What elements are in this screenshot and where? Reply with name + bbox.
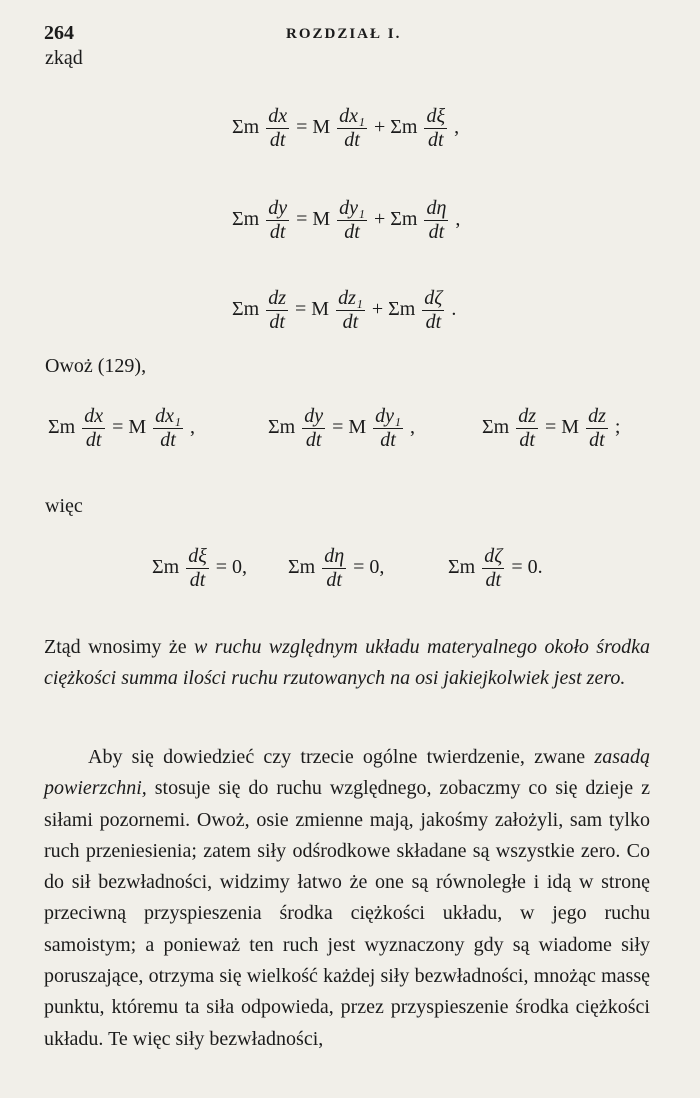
sigma-m: Σm [48, 416, 76, 439]
owoz-label: Owoż (129), [45, 355, 147, 377]
page-header [44, 22, 652, 50]
intro-word: zkąd [45, 47, 83, 69]
equation-line [0, 277, 700, 337]
fraction: $\frac{\text{dy₁}}{dt}$ [339, 197, 365, 243]
running-head: ROZDZIAŁ I. [286, 26, 402, 42]
equals-zero: = 0, [215, 556, 248, 579]
plus-sigma: + Σm [374, 208, 418, 231]
fraction: $\frac{d\eta}{dt}$ [324, 545, 345, 591]
paragraph-text: stosuje się do ruchu względnego, zobaczmy co się dzieje z siłami pozornemi. Owoż, osie zmienne mają, jakośmy założyli, sam tylko ruch przeniesienia; zatem siły odśrodkowe składane są wszystkie zero. Co do sił bezwładności, widzimy łatwo że one są równoległe i idą w stronę przeciwną przyspieszenia środka ciężkości układu, w jego ruchu samoistym; a ponieważ ten ruch jest wyznaczony gdy są wiadome siły poruszające, otrzyma się wielkość każdej siły bezwładności, mnożąc massę punktu, któremu ta siła odpowieda, przez przyspieszenie środka ciężkości układu. Te więc siły bezwładności, [44, 777, 650, 1050]
fraction: $\frac{d\xi}{dt}$ [188, 545, 207, 591]
fraction: $\frac{\text{dx₁}}{dt}$ [339, 105, 365, 151]
fraction: $\frac{dy}{dt}$ [268, 197, 288, 243]
equation-item [152, 545, 247, 592]
punctuation: ; [614, 416, 621, 439]
punctuation: , [455, 208, 461, 231]
punctuation: . [451, 298, 457, 321]
punctuation: , [410, 416, 415, 439]
equation-item [268, 405, 415, 452]
fraction: $\frac{dy}{dt}$ [304, 405, 324, 451]
equals-M: = M [112, 416, 147, 439]
fraction: $\frac{dz}{dt}$ [268, 287, 286, 333]
equals-M: = M [295, 298, 330, 321]
sigma-m: Σm [232, 116, 260, 139]
fraction: $\frac{dz}{dt}$ [518, 405, 536, 451]
equation-item [482, 405, 620, 452]
fraction: $\frac{d\xi}{dt}$ [426, 105, 446, 151]
equals-M: = M [296, 208, 331, 231]
fraction: $\frac{d\zeta}{dt}$ [484, 545, 503, 591]
equation-item [288, 545, 384, 592]
wiec-label: więc [45, 495, 83, 517]
fraction: $\frac{dx}{dt}$ [84, 405, 104, 451]
paragraph-text: Ztąd wnosimy że [44, 636, 195, 658]
equation-line [0, 187, 700, 247]
sigma-m: Σm [288, 556, 316, 579]
punctuation: , [190, 416, 195, 439]
sigma-m: Σm [482, 416, 510, 439]
sigma-m: Σm [152, 556, 180, 579]
equals-zero: = 0. [511, 556, 543, 579]
fraction: $\frac{dx}{dt}$ [268, 105, 288, 151]
sigma-m: Σm [232, 298, 260, 321]
sigma-m: Σm [232, 208, 260, 231]
equals-M: = M [545, 416, 580, 439]
paragraph-italic: zasadą powierzchni, [44, 746, 650, 800]
equals-zero: = 0, [353, 556, 385, 579]
plus-sigma: + Σm [374, 116, 418, 139]
equation-line [0, 95, 700, 155]
paragraph-italic: w ruchu względnym układu materyalnego około środka ciężkości summa ilości ruchu rzutowanych na osi jakiejkolwiek jest zero. [44, 636, 650, 690]
page-number: 264 [44, 22, 74, 44]
conclusion-paragraph [44, 632, 650, 695]
fraction: $\frac{d\eta}{dt}$ [426, 197, 447, 243]
plus-sigma: + Σm [371, 298, 416, 321]
sigma-m: Σm [268, 416, 296, 439]
equation-item [48, 405, 195, 452]
body-paragraph [44, 742, 650, 1055]
equals-M: = M [296, 116, 331, 139]
fraction: $\frac{d\zeta}{dt}$ [424, 287, 443, 333]
paragraph-text: Aby się dowiedzieć czy trzecie ogólne twierdzenie, zwane [88, 746, 595, 768]
equation-item [448, 545, 543, 592]
equals-M: = M [332, 416, 367, 439]
fraction: $\frac{dz}{dt}$ [588, 405, 606, 451]
fraction: $\frac{\text{dx₁}}{dt}$ [155, 405, 181, 451]
sigma-m: Σm [448, 556, 476, 579]
fraction: $\frac{\text{dy₁}}{dt}$ [375, 405, 401, 451]
punctuation: , [454, 116, 460, 139]
fraction: $\frac{\text{dz₁}}{dt}$ [338, 287, 363, 333]
